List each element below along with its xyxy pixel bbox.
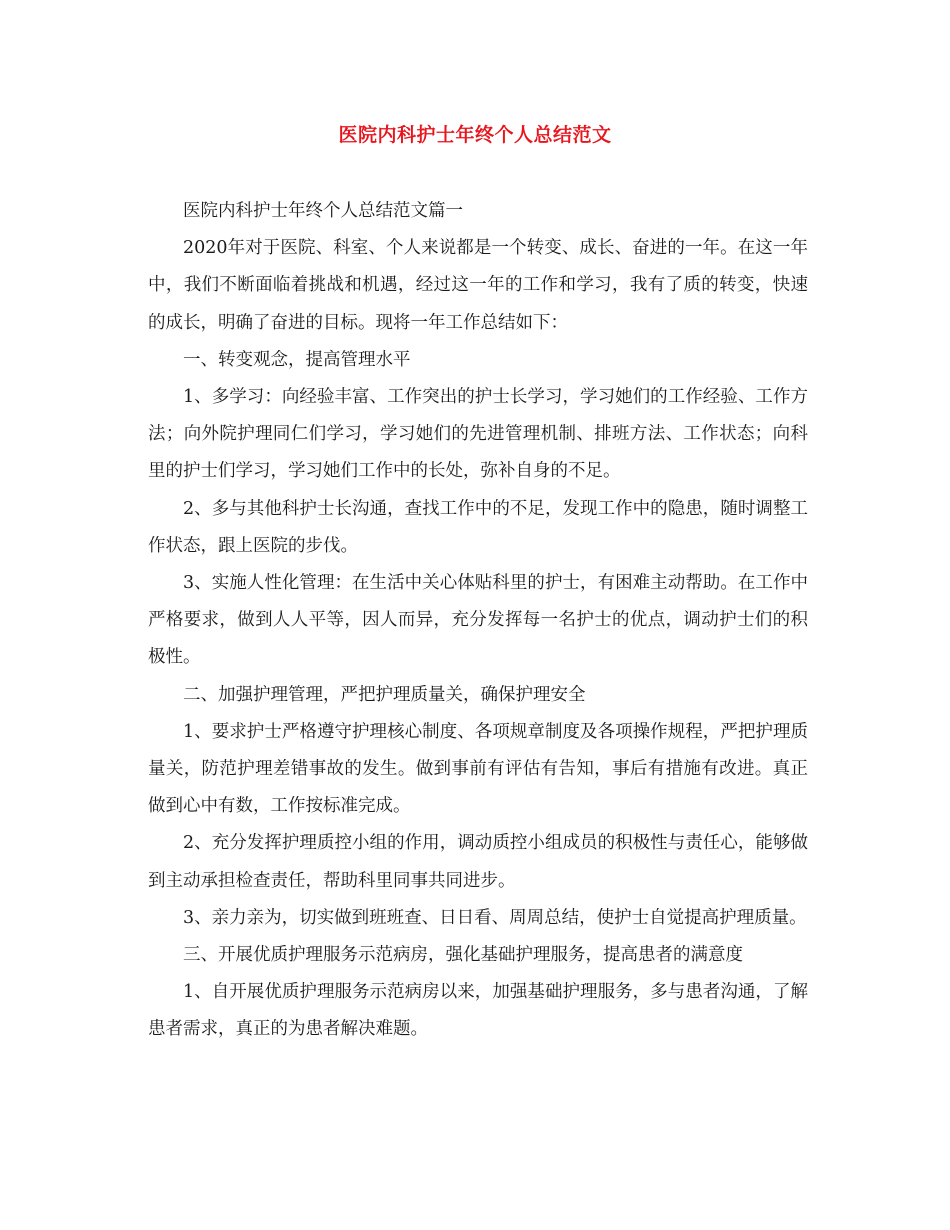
paragraph-2-3: 3、亲力亲为，切实做到班班查、日日看、周周总结，使护士自觉提高护理质量。	[183, 907, 807, 928]
paragraph-heading-1: 一、转变观念，提高管理水平	[183, 349, 411, 370]
paragraph-heading-2: 二、加强护理管理，严把护理质量关，确保护理安全	[183, 684, 586, 705]
paragraph-intro: 2020年对于医院、科室、个人来说都是一个转变、成长、奋进的一年。在这一年中，我们不断面临着挑战和机遇，经过这一年的工作和学习，我有了质的转变，快速的成长，明确了奋进的目标。现将一年工作总结如下：	[148, 238, 808, 333]
document-title: 医院内科护士年终个人总结范文	[338, 124, 612, 146]
paragraph-1-2: 2、多与其他科护士长沟通，查找工作中的不足，发现工作中的隐患，随时调整工作状态，跟上医院的步伐。	[148, 498, 808, 556]
paragraph-section-heading: 医院内科护士年终个人总结范文篇一	[183, 201, 463, 221]
paragraph-3-1: 1、自开展优质护理服务示范病房以来，加强基础护理服务，多与患者沟通，了解患者需求，真正的为患者解决难题。	[148, 982, 808, 1040]
paragraph-2-1: 1、要求护士严格遵守护理核心制度、各项规章制度及各项操作规程，严把护理质量关，防范护理差错事故的发生。做到事前有评估有告知，事后有措施有改进。真正做到心中有数，工作按标准完成。	[148, 721, 808, 817]
paragraph-heading-3: 三、开展优质护理服务示范病房，强化基础护理服务，提高患者的满意度	[183, 945, 743, 966]
document-body	[148, 193, 808, 1049]
paragraph-2-2: 2、充分发挥护理质控小组的作用，调动质控小组成员的积极性与责任心，能够做到主动承担检查责任，帮助科里同事共同进步。	[148, 833, 808, 891]
paragraph-1-1: 1、多学习：向经验丰富、工作突出的护士长学习，学习她们的工作经验、工作方法；向外院护理同仁们学习，学习她们的先进管理机制、排班方法、工作状态；向科里的护士们学习，学习她们工作中的长处，弥补自身的不足。	[148, 387, 808, 482]
paragraph-1-3: 3、实施人性化管理：在生活中关心体贴科里的护士，有困难主动帮助。在工作中严格要求，做到人人平等，因人而异，充分发挥每一名护士的优点，调动护士们的积极性。	[148, 573, 808, 668]
